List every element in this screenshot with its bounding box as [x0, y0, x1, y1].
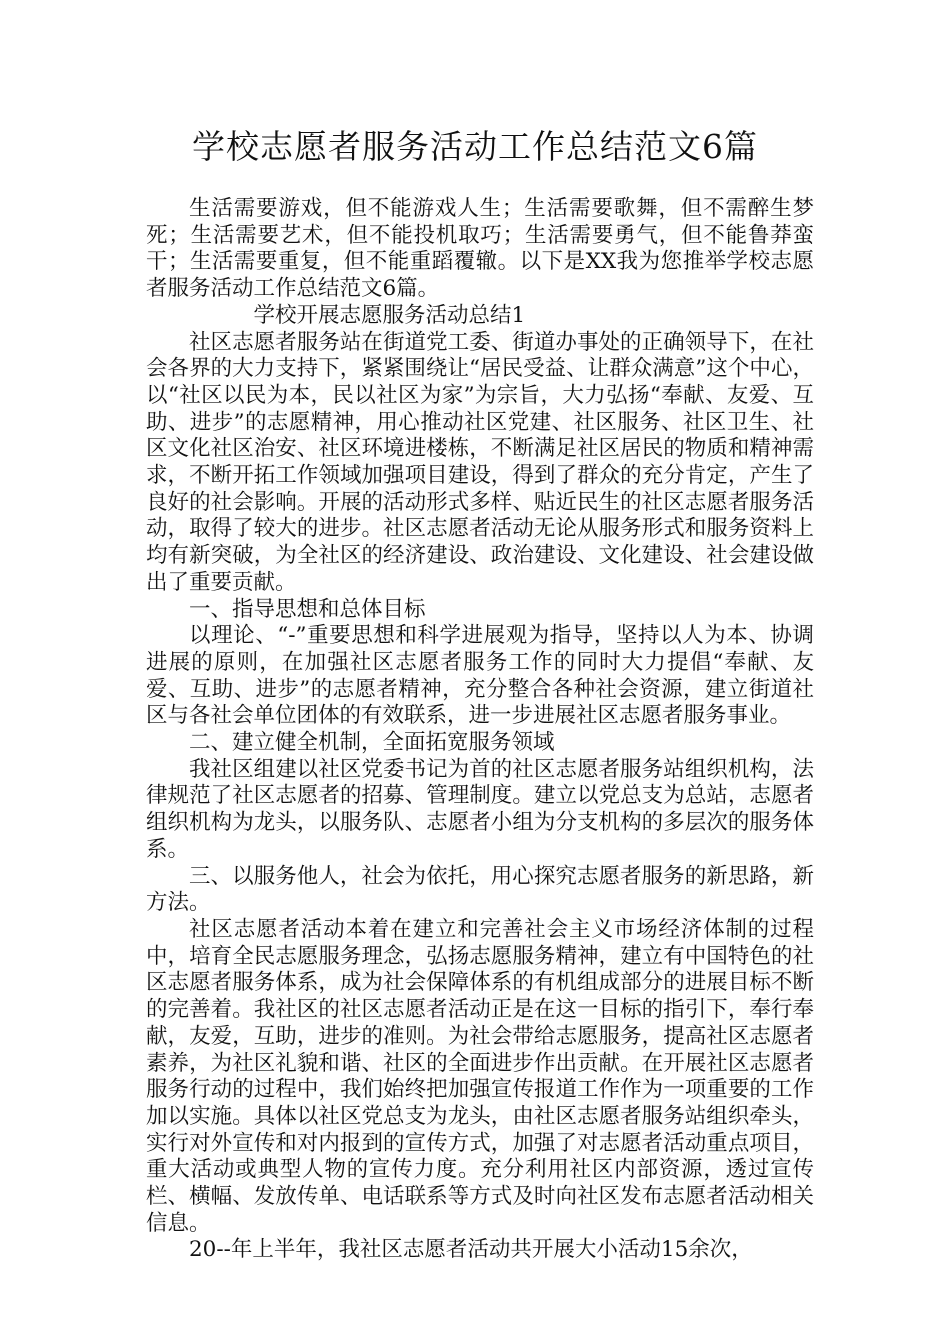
- body-paragraph: 以理论、“-”重要思想和科学进展观为指导，坚持以人为本、协调进展的原则，在加强社区志愿者服务工作的同时大力提倡“奉献、友爱、互助、进步”的志愿者精神，充分整合各种社会资源，建立街道社区与各社会单位团体的有效联系，进一步进展社区志愿者服务事业。: [146, 623, 814, 729]
- section-heading-3: 三、以服务他人，社会为依托，用心探究志愿者服务的新思路，新方法。: [146, 863, 814, 916]
- section-subheading: 学校开展志愿服务活动总结1: [253, 302, 526, 328]
- document-title: 学校志愿者服务活动工作总结范文6篇: [192, 127, 758, 166]
- section-heading-1: 一、指导思想和总体目标: [189, 596, 426, 622]
- document-body: [146, 196, 814, 1264]
- body-paragraph: 社区志愿者服务站在街道党工委、街道办事处的正确领导下，在社会各界的大力支持下，紧紧围绕让“居民受益、让群众满意”这个中心，以“社区以民为本，民以社区为家”为宗旨，大力弘扬“奉献、友爱、互助、进步”的志愿精神，用心推动社区党建、社区服务、社区卫生、社区文化社区治安、社区环境进楼栋，不断满足社区居民的物质和精神需求，不断开拓工作领域加强项目建设，得到了群众的充分肯定，产生了良好的社会影响。开展的活动形式多样、贴近民生的社区志愿者服务活动，取得了较大的进步。社区志愿者活动无论从服务形式和服务资料上均有新突破，为全社区的经济建设、政治建设、文化建设、社会建设做出了重要贡献。: [146, 329, 814, 595]
- body-paragraph: 20--年上半年，我社区志愿者活动共开展大小活动15余次，: [189, 1237, 753, 1263]
- section-heading-2: 二、建立健全机制，全面拓宽服务领域: [189, 730, 555, 756]
- intro-paragraph: 生活需要游戏，但不能游戏人生；生活需要歌舞，但不需醉生梦死；生活需要艺术，但不能投机取巧；生活需要勇气，但不能鲁莽蛮干；生活需要重复，但不能重蹈覆辙。以下是XX我为您推举学校志愿者服务活动工作总结范文6篇。: [146, 196, 814, 302]
- body-paragraph: 我社区组建以社区党委书记为首的社区志愿者服务站组织机构，法律规范了社区志愿者的招募、管理制度。建立以党总支为总站，志愿者组织机构为龙头，以服务队、志愿者小组为分支机构的多层次的服务体系。: [146, 756, 814, 862]
- body-paragraph: 社区志愿者活动本着在建立和完善社会主义市场经济体制的过程中，培育全民志愿服务理念，弘扬志愿服务精神，建立有中国特色的社区志愿者服务体系，成为社会保障体系的有机组成部分的进展目标不断的完善着。我社区的社区志愿者活动正是在这一目标的指引下，奉行奉献，友爱，互助，进步的准则。为社会带给志愿服务，提高社区志愿者素养，为社区礼貌和谐、社区的全面进步作出贡献。在开展社区志愿者服务行动的过程中，我们始终把加强宣传报道工作作为一项重要的工作加以实施。具体以社区党总支为龙头，由社区志愿者服务站组织牵头，实行对外宣传和对内报到的宣传方式，加强了对志愿者活动重点项目，重大活动或典型人物的宣传力度。充分利用社区内部资源，透过宣传栏、横幅、发放传单、电话联系等方式及时向社区发布志愿者活动相关信息。: [146, 916, 814, 1236]
